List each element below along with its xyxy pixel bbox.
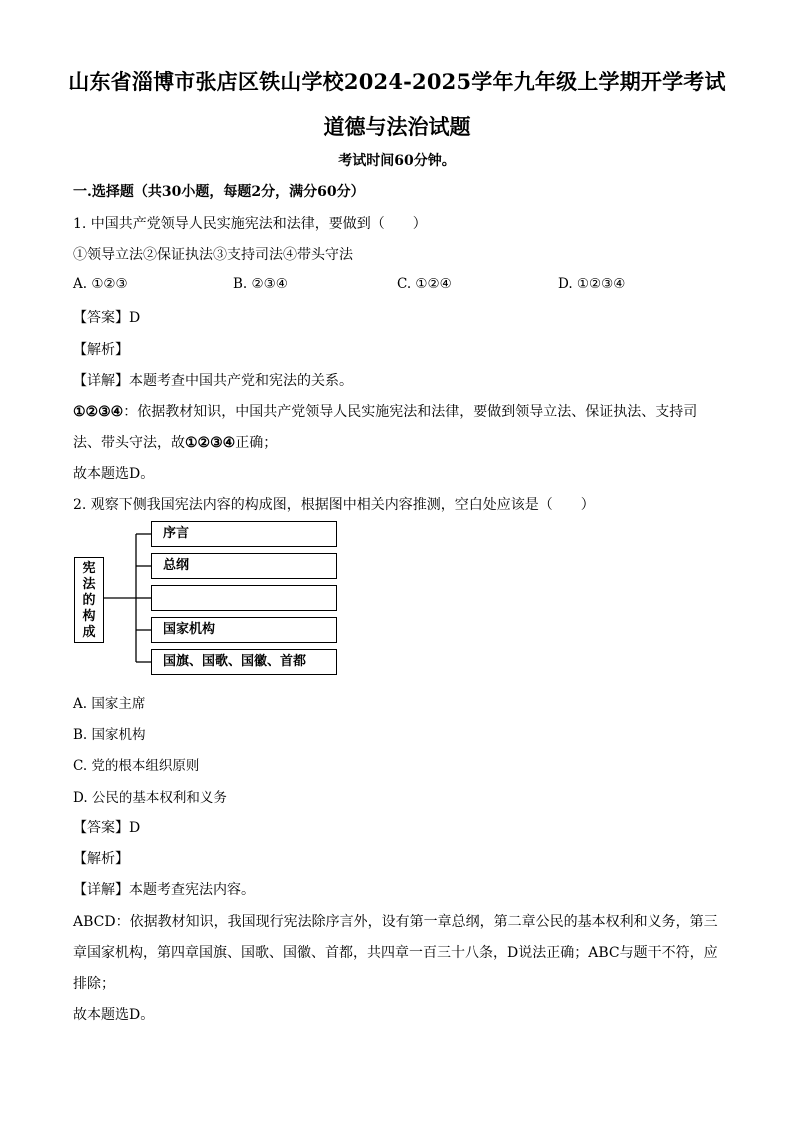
exam-title: 山东省淄博市张店区铁山学校2024-2025学年九年级上学期开学考试 — [68, 69, 726, 94]
q2-option-a: A. 国家主席 — [73, 696, 146, 712]
root-char: 成 — [82, 625, 96, 640]
q1-explain-start: 法、带头守法，故 — [73, 435, 185, 451]
q1-detail-label: 【详解】 — [73, 373, 129, 389]
root-char: 的 — [82, 593, 96, 608]
q1-explain-end: 正确； — [235, 435, 278, 451]
q2-answer: 【答案】D — [73, 820, 141, 836]
branch-blank — [151, 585, 337, 611]
q1-explain-text: ：依据教材知识，中国共产党领导人民实施宪法和法律，要做到领导立法、保证执法、支持司 — [123, 404, 698, 420]
root-char: 宪 — [82, 561, 96, 576]
q2-detail-text: 本题考查宪法内容。 — [129, 882, 255, 898]
q2-analysis-label: 【解析】 — [73, 851, 129, 867]
q2-explanation-line-1: ABCD：依据教材知识，我国现行宪法除序言外，设有第一章总纲，第二章公民的基本权利和义务，第三 — [73, 914, 718, 930]
branch-preamble: 序言 — [151, 521, 337, 547]
q1-option-a: A. ①②③ — [73, 276, 128, 292]
exam-subject-title: 道德与法治试题 — [323, 114, 471, 139]
q2-explanation-line-2: 章国家机构，第四章国旗、国歌、国徽、首都，共四章一百三十八条，D说法正确；ABC与题干不符，应 — [73, 945, 718, 961]
q1-stem: 1. 中国共产党领导人民实施宪法和法律，要做到（ ） — [73, 216, 427, 232]
q1-items: ①领导立法②保证执法③支持司法④带头守法 — [73, 247, 353, 263]
constitution-structure-diagram — [72, 520, 342, 680]
q1-explanation-line-1 — [73, 401, 697, 421]
q2-stem: 2. 观察下侧我国宪法内容的构成图，根据图中相关内容推测，空白处应该是（ ） — [73, 497, 595, 513]
branch-national-symbols: 国旗、国歌、国徽、首都 — [151, 649, 337, 675]
q1-explanation-line-2 — [73, 432, 277, 452]
q1-conclusion: 故本题选D。 — [73, 466, 155, 482]
q2-detail-label: 【详解】 — [73, 882, 129, 898]
q1-option-d: D. ①②③④ — [558, 276, 626, 292]
branch-state-organs: 国家机构 — [151, 617, 337, 643]
q1-detail-text: 本题考查中国共产党和宪法的关系。 — [129, 373, 353, 389]
section-heading: 一.选择题（共30小题，每题2分，满分60分） — [73, 184, 365, 200]
q1-explain-marks: ①②③④ — [73, 404, 124, 420]
root-char: 法 — [82, 577, 96, 592]
q1-option-b: B. ②③④ — [233, 276, 288, 292]
diagram-root-box — [74, 557, 104, 643]
q1-option-c: C. ①②④ — [397, 276, 452, 292]
q2-option-b: B. 国家机构 — [73, 727, 146, 743]
q2-option-d: D. 公民的基本权利和义务 — [73, 790, 227, 806]
root-char: 构 — [82, 609, 96, 624]
q1-explain-marks-2: ①②③④ — [185, 435, 236, 451]
q2-explanation-line-3: 排除； — [73, 976, 115, 992]
q1-answer: 【答案】D — [73, 310, 141, 326]
branch-general-principles: 总纲 — [151, 553, 337, 579]
q1-analysis-label: 【解析】 — [73, 342, 129, 358]
q2-option-c: C. 党的根本组织原则 — [73, 758, 200, 774]
exam-time-note: 考试时间60分钟。 — [338, 153, 456, 169]
q1-detail — [73, 370, 353, 390]
q2-detail — [73, 879, 255, 899]
q2-conclusion: 故本题选D。 — [73, 1007, 155, 1023]
